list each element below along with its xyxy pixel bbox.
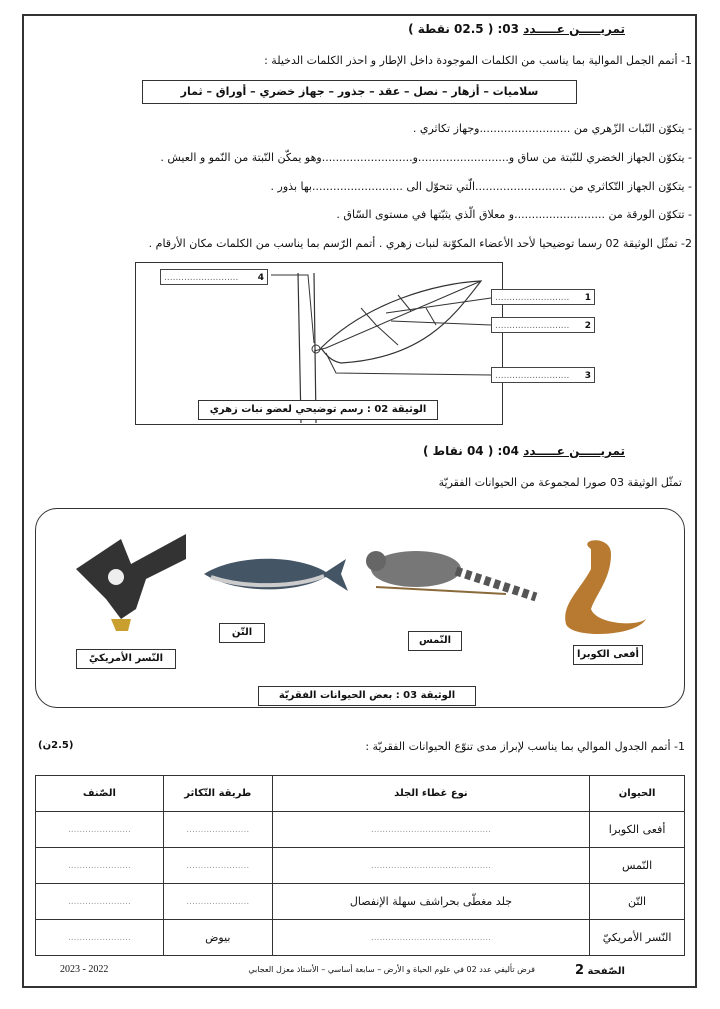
- cell-skin[interactable]: ..........................................: [272, 812, 589, 848]
- footer-text: فرض تأليفي عدد 02 في علوم الحياة و الأرض – سابعة أساسي – الأستاذ معزل العجابي: [248, 965, 535, 974]
- mongoose-image: [366, 551, 536, 597]
- title-points: 03: ( 02.5 نقطة ): [408, 22, 519, 36]
- table-row: [36, 848, 685, 884]
- label-dots: ..........................: [164, 273, 239, 283]
- label-eagle: النّسر الأمريكيّ: [76, 649, 176, 669]
- label-number: 2: [584, 321, 591, 331]
- exercise-4-title: [423, 444, 625, 458]
- page-label: الصّفحة: [587, 966, 625, 977]
- school-year: 2023 - 2022: [60, 964, 109, 975]
- cell-skin: جلد مغطّى بحراشف سهلة الإنفصال: [272, 884, 589, 920]
- cell-animal: أفعى الكوبرا: [590, 812, 685, 848]
- eagle-image: [76, 534, 186, 631]
- leaf-drawing: [136, 263, 501, 423]
- cell-reproduction: بيوض: [163, 920, 272, 956]
- page-number: [575, 963, 625, 978]
- table-header-row: [36, 776, 685, 812]
- leaf-diagram: [135, 262, 591, 425]
- cell-skin[interactable]: ..........................................: [272, 920, 589, 956]
- cell-reproduction[interactable]: ......................: [163, 848, 272, 884]
- word-bank: سلاميات – أزهار – نصل – عقد – جذور – جهاز خضري – أوراق – ثمار: [142, 80, 577, 104]
- label-dots: ..........................: [495, 293, 570, 303]
- exercise-3-title: [408, 22, 625, 36]
- label-number: 1: [584, 293, 591, 303]
- cell-reproduction[interactable]: ......................: [163, 884, 272, 920]
- label-dots: ..........................: [495, 321, 570, 331]
- label-dots: ..........................: [495, 371, 570, 381]
- question-points: (2.5ن): [38, 740, 74, 751]
- question-4-1: 1- أتمم الجدول الموالي بما يناسب لإبراز مدى تنوّع الحيوانات الفقريّة :: [365, 740, 685, 753]
- vertebrates-table: [35, 775, 685, 956]
- cobra-image: [565, 540, 646, 634]
- animals-figure: [35, 508, 685, 708]
- cell-animal: التّن: [590, 884, 685, 920]
- page-value: 2: [574, 963, 584, 978]
- header-animal: الحيوان: [590, 776, 685, 812]
- cell-animal: النّمس: [590, 848, 685, 884]
- title-prefix: تمريـــــن عـــــدد: [523, 22, 625, 36]
- label-3[interactable]: [491, 367, 595, 383]
- cell-skin[interactable]: ..........................................: [272, 848, 589, 884]
- cell-class[interactable]: ......................: [36, 920, 164, 956]
- cell-reproduction[interactable]: ......................: [163, 812, 272, 848]
- sentence-2: - يتكوّن الجهاز الخضري للنّبتة من ساق و..........................و..........................وهو يمكّن النّبتة من النّمو و العيش .: [160, 151, 692, 164]
- question-3-1: 1- أتمم الجمل الموالية بما يناسب من الكلمات الموجودة داخل الإطار و احذر الكلمات الدخيلة :: [264, 54, 692, 67]
- table-row: [36, 884, 685, 920]
- sentence-3: - يتكوّن الجهاز التّكاثري من ..........................الّتي تتحوّل الى ..........................بها بذور .: [270, 180, 692, 193]
- sentence-4: - تتكوّن الورقة من ..........................و معلاق الّذي يثبّتها في مستوى السّاق .: [336, 208, 692, 221]
- cell-class[interactable]: ......................: [36, 812, 164, 848]
- label-4[interactable]: [160, 269, 268, 285]
- cell-class[interactable]: ......................: [36, 884, 164, 920]
- label-number: 4: [257, 273, 264, 283]
- tuna-image: [204, 559, 348, 591]
- document-3-caption: الوثيقة 03 : بعض الحيوانات الفقريّة: [258, 686, 476, 706]
- header-class: الصّنف: [36, 776, 164, 812]
- header-skin-covering: نوع غطاء الجلد: [272, 776, 589, 812]
- table-row: [36, 812, 685, 848]
- cell-class[interactable]: ......................: [36, 848, 164, 884]
- label-tuna: التّن: [219, 623, 265, 643]
- label-1[interactable]: [491, 289, 595, 305]
- document-2-caption: الوثيقة 02 : رسم توضيحي لعضو نبات زهري: [198, 400, 438, 420]
- label-cobra: أفعى الكوبرا: [573, 645, 643, 665]
- header-reproduction: طريقة التّكاثر: [163, 776, 272, 812]
- label-number: 3: [584, 371, 591, 381]
- sentence-1: - يتكوّن النّبات الزّهري من ..........................وجهاز تكاثري .: [412, 122, 692, 135]
- title-prefix: تمريـــــن عـــــدد: [523, 444, 625, 458]
- label-mongoose: النّمس: [408, 631, 462, 651]
- label-2[interactable]: [491, 317, 595, 333]
- cell-animal: النّسر الأمريكيّ: [590, 920, 685, 956]
- question-3-2: 2- تمثّل الوثيقة 02 رسما توضيحيا لأحد الأعضاء المكوّنة لنبات زهري . أتمم الرّسم بما يناسب من الكلمات مكان الأرقام .: [148, 237, 692, 250]
- table-row: [36, 920, 685, 956]
- animal-images: [36, 509, 686, 709]
- title-points: 04: ( 04 نقاط ): [423, 444, 519, 458]
- exercise-4-intro: تمثّل الوثيقة 03 صورا لمجموعة من الحيوانات الفقريّة: [438, 476, 682, 489]
